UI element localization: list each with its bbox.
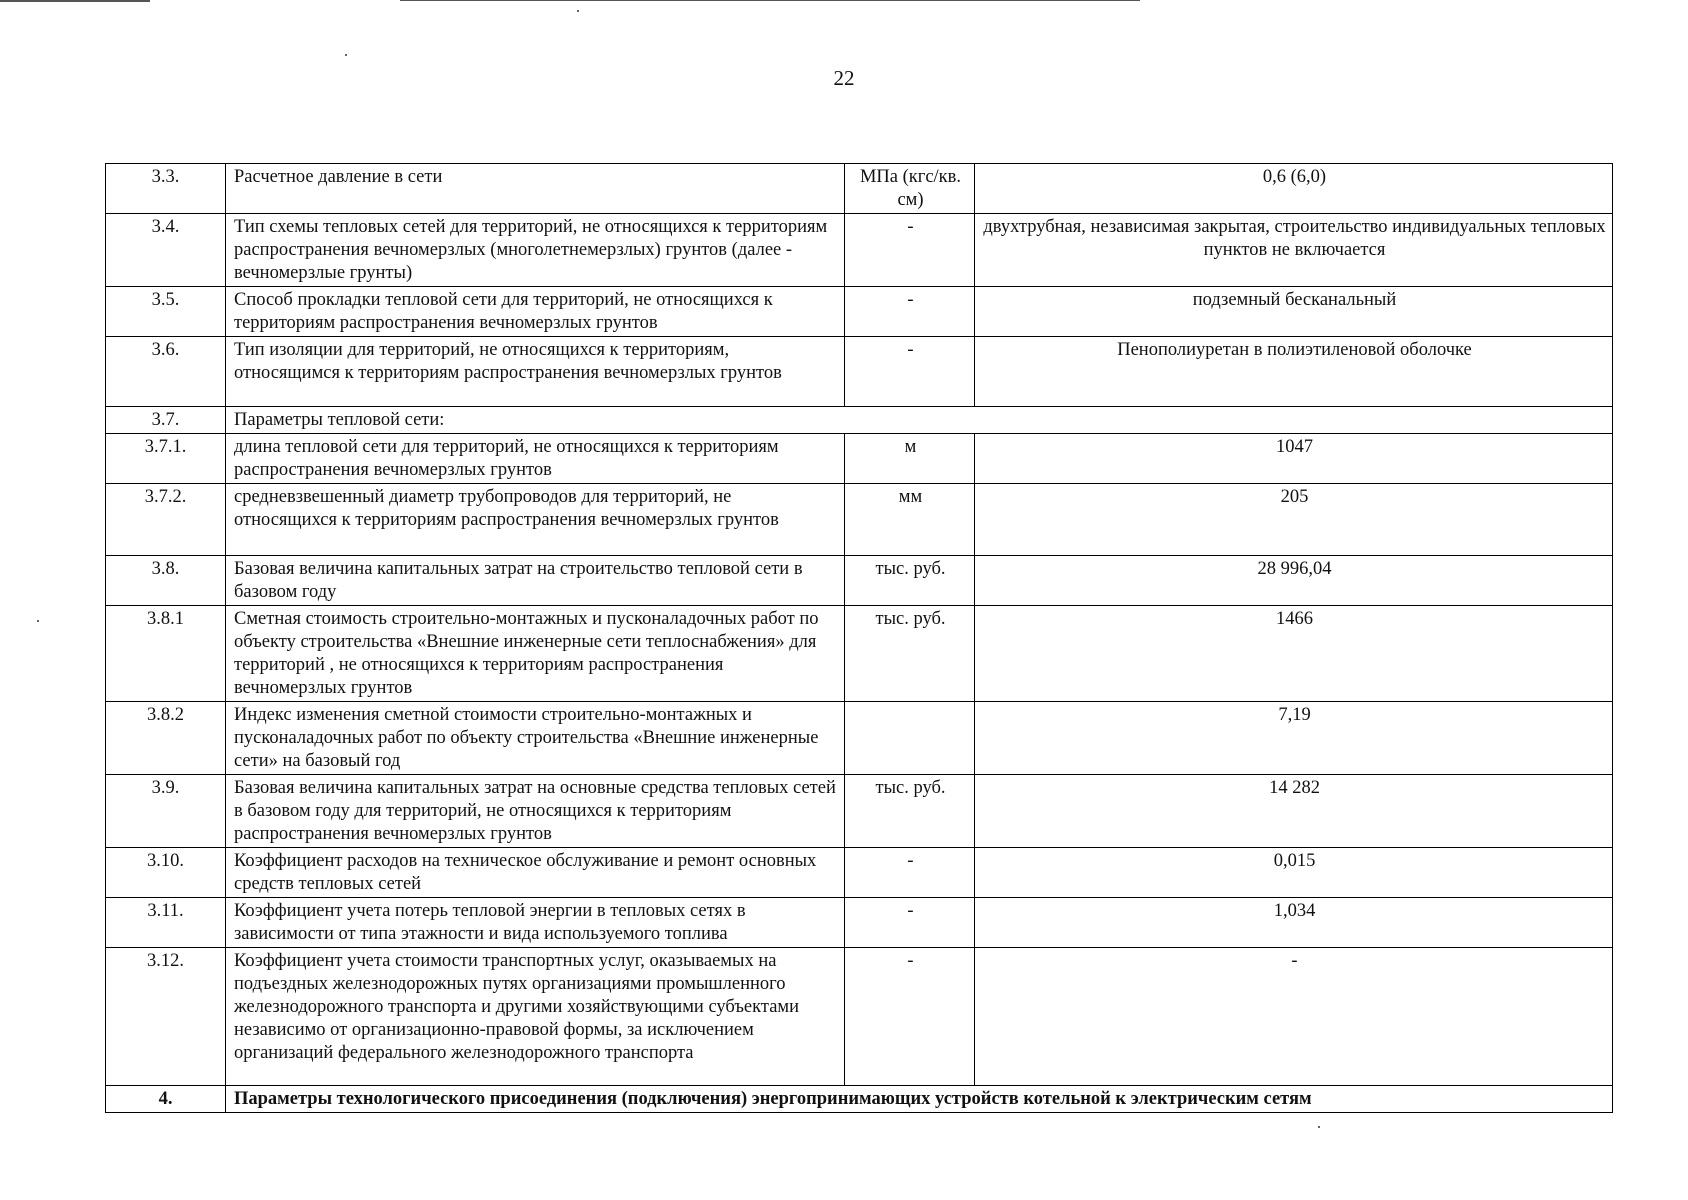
row-unit: МПа (кгс/кв. см) [845,164,975,214]
table-row [106,775,1613,848]
row-value: двухтрубная, независимая закрытая, строительство индивидуальных тепловых пунктов не включается [975,214,1613,287]
row-description: Коэффициент учета стоимости транспортных услуг, оказываемых на подъездных железнодорожных путях организациями промышленного железнодорожного транспорта и другими хозяйствующими субъектами независимо от организационно-правовой формы, за исключением организаций федерального железнодорожного транспорта [226,948,845,1086]
row-unit: мм [845,484,975,556]
row-value: 14 282 [975,775,1613,848]
row-description: Параметры технологического присоединения (подключения) энергопринимающих устройств котельной к электрическим сетям [226,1086,1613,1113]
row-unit: тыс. руб. [845,775,975,848]
row-number: 3.11. [106,898,226,948]
row-number: 3.12. [106,948,226,1086]
row-description: Сметная стоимость строительно-монтажных и пусконаладочных работ по объекту строительства «Внешние инженерные сети теплоснабжения» для территорий , не относящихся к территориям распространения вечномерзлых грунтов [226,606,845,702]
row-description: Тип изоляции для территорий, не относящихся к территориям, относящимся к территориям распространения вечномерзлых грунтов [226,337,845,407]
row-number: 4. [106,1086,226,1113]
row-description: Способ прокладки тепловой сети для территорий, не относящихся к территориям распространения вечномерзлых грунтов [226,287,845,337]
table-row [106,556,1613,606]
scan-speck [345,54,347,56]
row-unit: - [845,848,975,898]
row-number: 3.7.1. [106,434,226,484]
table-row [106,948,1613,1086]
table-row [106,1086,1613,1113]
row-description: Коэффициент учета потерь тепловой энергии в тепловых сетях в зависимости от типа этажности и вида используемого топлива [226,898,845,948]
table-row [106,606,1613,702]
row-number: 3.8.1 [106,606,226,702]
table-row [106,702,1613,775]
table-row [106,337,1613,407]
row-value: 7,19 [975,702,1613,775]
table-row [106,848,1613,898]
row-value: 28 996,04 [975,556,1613,606]
row-description: Коэффициент расходов на техническое обслуживание и ремонт основных средств тепловых сетей [226,848,845,898]
row-number: 3.8. [106,556,226,606]
table-row [106,214,1613,287]
row-value: 1466 [975,606,1613,702]
row-value: 1047 [975,434,1613,484]
scan-edge-mark [0,0,150,2]
row-value: подземный бесканальный [975,287,1613,337]
row-description: средневзвешенный диаметр трубопроводов для территорий, не относящихся к территориям распространения вечномерзлых грунтов [226,484,845,556]
row-description: длина тепловой сети для территорий, не относящихся к территориям распространения вечномерзлых грунтов [226,434,845,484]
row-number: 3.5. [106,287,226,337]
table-row [106,287,1613,337]
row-description: Параметры тепловой сети: [226,407,1613,434]
row-value: 1,034 [975,898,1613,948]
table-row [106,898,1613,948]
row-unit: - [845,898,975,948]
row-unit: тыс. руб. [845,556,975,606]
table-row [106,434,1613,484]
table-row [106,407,1613,434]
scan-speck [577,10,579,12]
table-row [106,164,1613,214]
row-unit: - [845,287,975,337]
row-description: Расчетное давление в сети [226,164,845,214]
row-unit: - [845,948,975,1086]
row-number: 3.4. [106,214,226,287]
row-number: 3.3. [106,164,226,214]
row-value: Пенополиуретан в полиэтиленовой оболочке [975,337,1613,407]
row-number: 3.10. [106,848,226,898]
row-value: 0,015 [975,848,1613,898]
row-unit: тыс. руб. [845,606,975,702]
row-number: 3.8.2 [106,702,226,775]
row-description: Тип схемы тепловых сетей для территорий, не относящихся к территориям распространения вечномерзлых (многолетнемерзлых) грунтов (далее - вечномерзлые грунты) [226,214,845,287]
scan-speck [1318,1126,1320,1128]
row-unit: - [845,337,975,407]
row-description: Индекс изменения сметной стоимости строительно-монтажных и пусконаладочных работ по объекту строительства «Внешние инженерные сети» на базовый год [226,702,845,775]
row-unit [845,702,975,775]
row-unit: м [845,434,975,484]
row-description: Базовая величина капитальных затрат на основные средства тепловых сетей в базовом году для территорий, не относящихся к территориям распространения вечномерзлых грунтов [226,775,845,848]
row-value: - [975,948,1613,1086]
scan-edge-mark [400,0,1140,1]
table-row [106,484,1613,556]
page-number: 22 [833,66,855,90]
row-number: 3.6. [106,337,226,407]
row-value: 0,6 (6,0) [975,164,1613,214]
row-number: 3.7. [106,407,226,434]
row-number: 3.7.2. [106,484,226,556]
row-number: 3.9. [106,775,226,848]
row-description: Базовая величина капитальных затрат на строительство тепловой сети в базовом году [226,556,845,606]
row-unit: - [845,214,975,287]
parameters-table [105,163,1613,1113]
row-value: 205 [975,484,1613,556]
scan-speck [37,620,39,622]
